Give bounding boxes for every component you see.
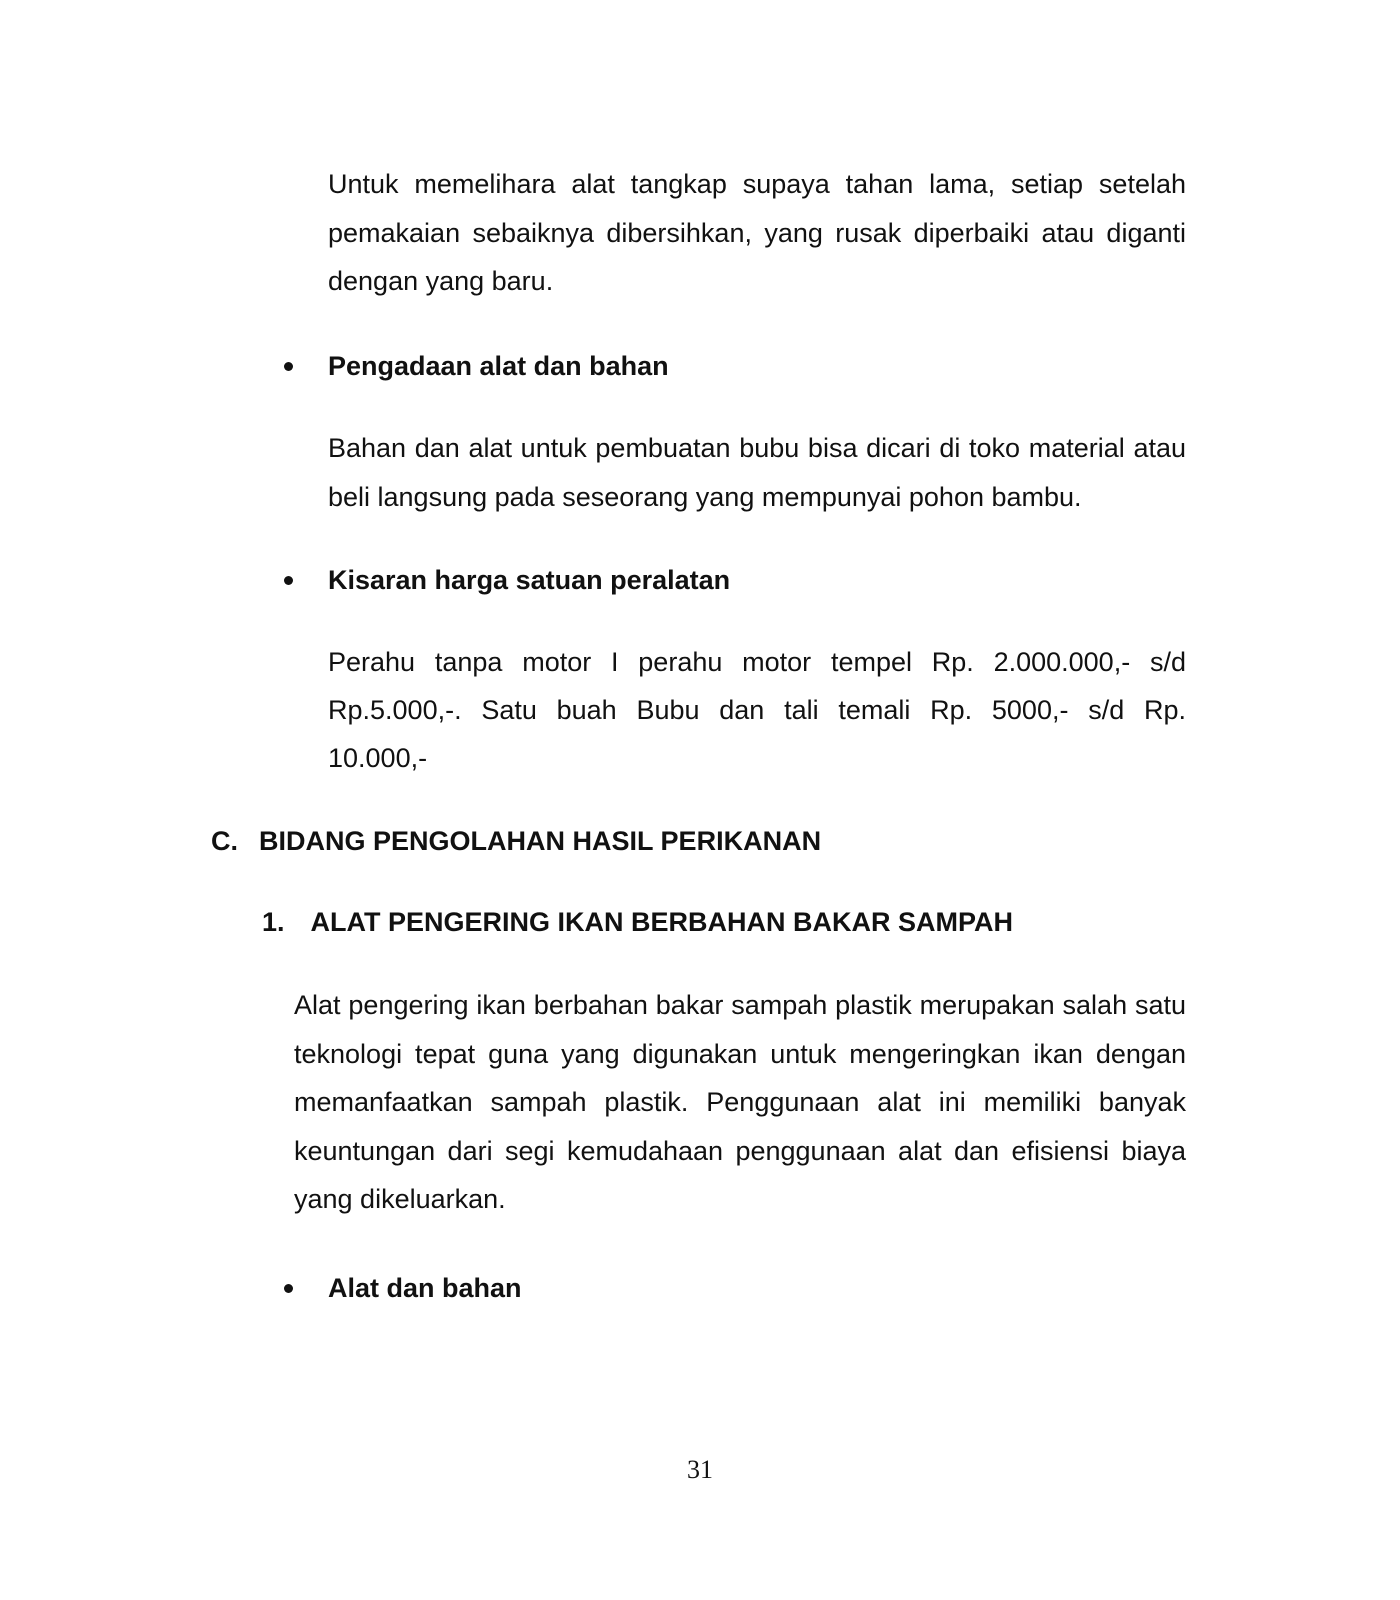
bullet-tools-title: Alat dan bahan: [328, 1273, 522, 1303]
subsection-title: ALAT PENGERING IKAN BERBAHAN BAKAR SAMPAH: [310, 907, 1014, 937]
price-paragraph-line-2: Rp.5.000,-. Satu buah Bubu dan tali temali Rp. 5000,- s/d Rp.: [328, 695, 1186, 725]
procurement-paragraph: Bahan dan alat untuk pembuatan bubu bisa dicari di toko material atau beli langsung pada seseorang yang mempunyai pohon bambu.: [328, 433, 1186, 512]
bullet-procurement-title: Pengadaan alat dan bahan: [328, 351, 669, 381]
subsection-heading: [262, 906, 1013, 938]
page-number: 31: [687, 1455, 713, 1484]
section-title: BIDANG PENGOLAHAN HASIL PERIKANAN: [259, 826, 822, 856]
subsection-number: 1.: [262, 907, 285, 937]
price-paragraph-line-3: 10.000,-: [328, 743, 428, 773]
section-letter: C.: [211, 826, 238, 856]
section-heading: [211, 825, 821, 857]
bullet-price-range-title: Kisaran harga satuan peralatan: [328, 565, 731, 595]
bullet-icon: [284, 576, 293, 585]
maintenance-paragraph: Untuk memelihara alat tangkap supaya tahan lama, setiap setelah pemakaian sebaiknya dibersihkan, yang rusak diperbaiki atau diganti dengan yang baru.: [328, 169, 1186, 296]
bullet-icon: [284, 362, 293, 371]
bullet-icon: [284, 1284, 293, 1293]
dryer-intro-paragraph: Alat pengering ikan berbahan bakar sampah plastik merupakan salah satu teknologi tepat guna yang digunakan untuk mengeringkan ikan dengan memanfaatkan sampah plastik. Penggunaan alat ini memiliki banyak keuntungan dari segi kemudahaan penggunaan alat dan efisiensi biaya yang dikeluarkan.: [294, 990, 1186, 1214]
price-paragraph-line-1: Perahu tanpa motor I perahu motor tempel Rp. 2.000.000,- s/d: [328, 647, 1186, 677]
